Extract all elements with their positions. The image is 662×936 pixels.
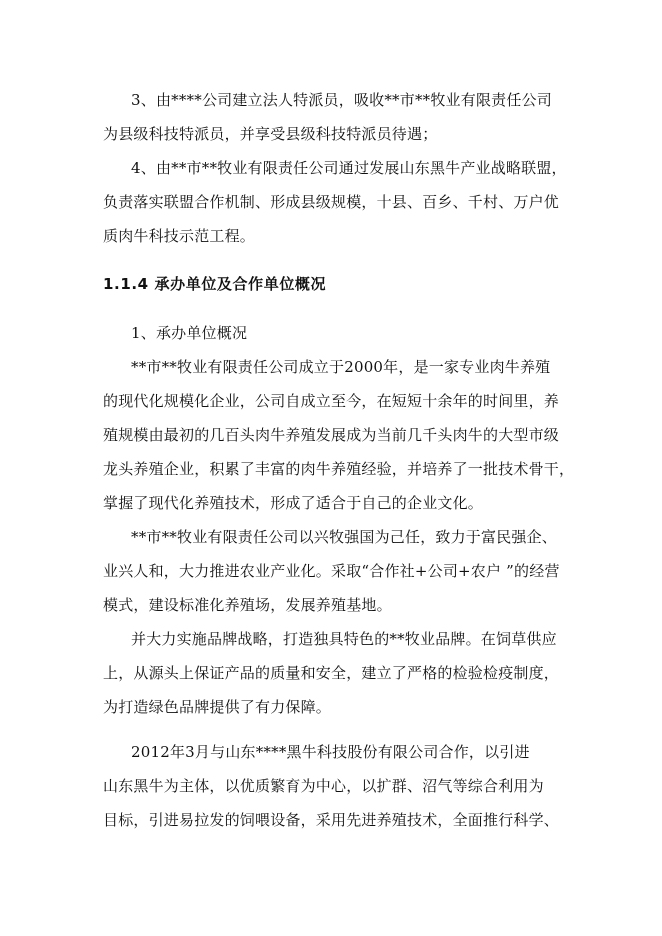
subsection-title: 1、承办单位概况 xyxy=(131,324,248,342)
paragraph-line: 质肉牛科技示范工程。 xyxy=(103,227,256,245)
paragraph-line: **市**牧业有限责任公司以兴牧强国为己任，致力于富民强企、 xyxy=(131,528,558,546)
paragraph-line: 3、由****公司建立法人特派员，吸收**市**牧业有限责任公司 xyxy=(131,91,552,109)
paragraph-line: 为打造绿色品牌提供了有力保障。 xyxy=(103,698,332,716)
paragraph-line: 上，从源头上保证产品的质量和安全，建立了严格的检验检疫制度， xyxy=(103,664,560,682)
paragraph-line: 并大力实施品牌战略，打造独具特色的**牧业品牌。在饲草供应 xyxy=(131,630,557,648)
paragraph-line: 山东黑牛为主体，以优质繁育为中心，以扩群、沼气等综合利用为 xyxy=(103,777,544,795)
paragraph-line: 模式，建设标准化养殖场，发展养殖基地。 xyxy=(103,596,392,614)
paragraph-line: 龙头养殖企业，积累了丰富的肉牛养殖经验，并培养了一批技术骨干， xyxy=(103,460,575,478)
paragraph-line: 掌握了现代化养殖技术，形成了适合于自己的企业文化。 xyxy=(103,494,484,512)
paragraph-line: 负责落实联盟合作机制、形成县级规模，十县、百乡、千村、万户优 xyxy=(103,193,560,211)
paragraph-line: 4、由**市**牧业有限责任公司通过发展山东黑牛产业战略联盟， xyxy=(131,159,567,177)
paragraph-line: 业兴人和，大力推进农业产业化。采取“合作社+公司+农户 ”的经营 xyxy=(103,562,560,580)
paragraph-line: 2012年3月与山东****黑牛科技股份有限公司合作，以引进 xyxy=(131,743,530,761)
paragraph-line: 的现代化规模化企业，公司自成立至今，在短短十余年的时间里，养 xyxy=(103,392,560,410)
section-heading: 1.1.4 承办单位及合作单位概况 xyxy=(103,275,327,293)
paragraph-line: 殖规模由最初的几百头肉牛养殖发展成为当前几千头肉牛的大型市级 xyxy=(103,426,560,444)
paragraph-line: 目标，引进易拉发的饲喂设备，采用先进养殖技术，全面推行科学、 xyxy=(103,811,560,829)
paragraph-line: **市**牧业有限责任公司成立于2000年，是一家专业肉牛养殖 xyxy=(131,358,551,376)
paragraph-line: 为县级科技特派员，并享受县级科技特派员待遇； xyxy=(103,125,438,143)
